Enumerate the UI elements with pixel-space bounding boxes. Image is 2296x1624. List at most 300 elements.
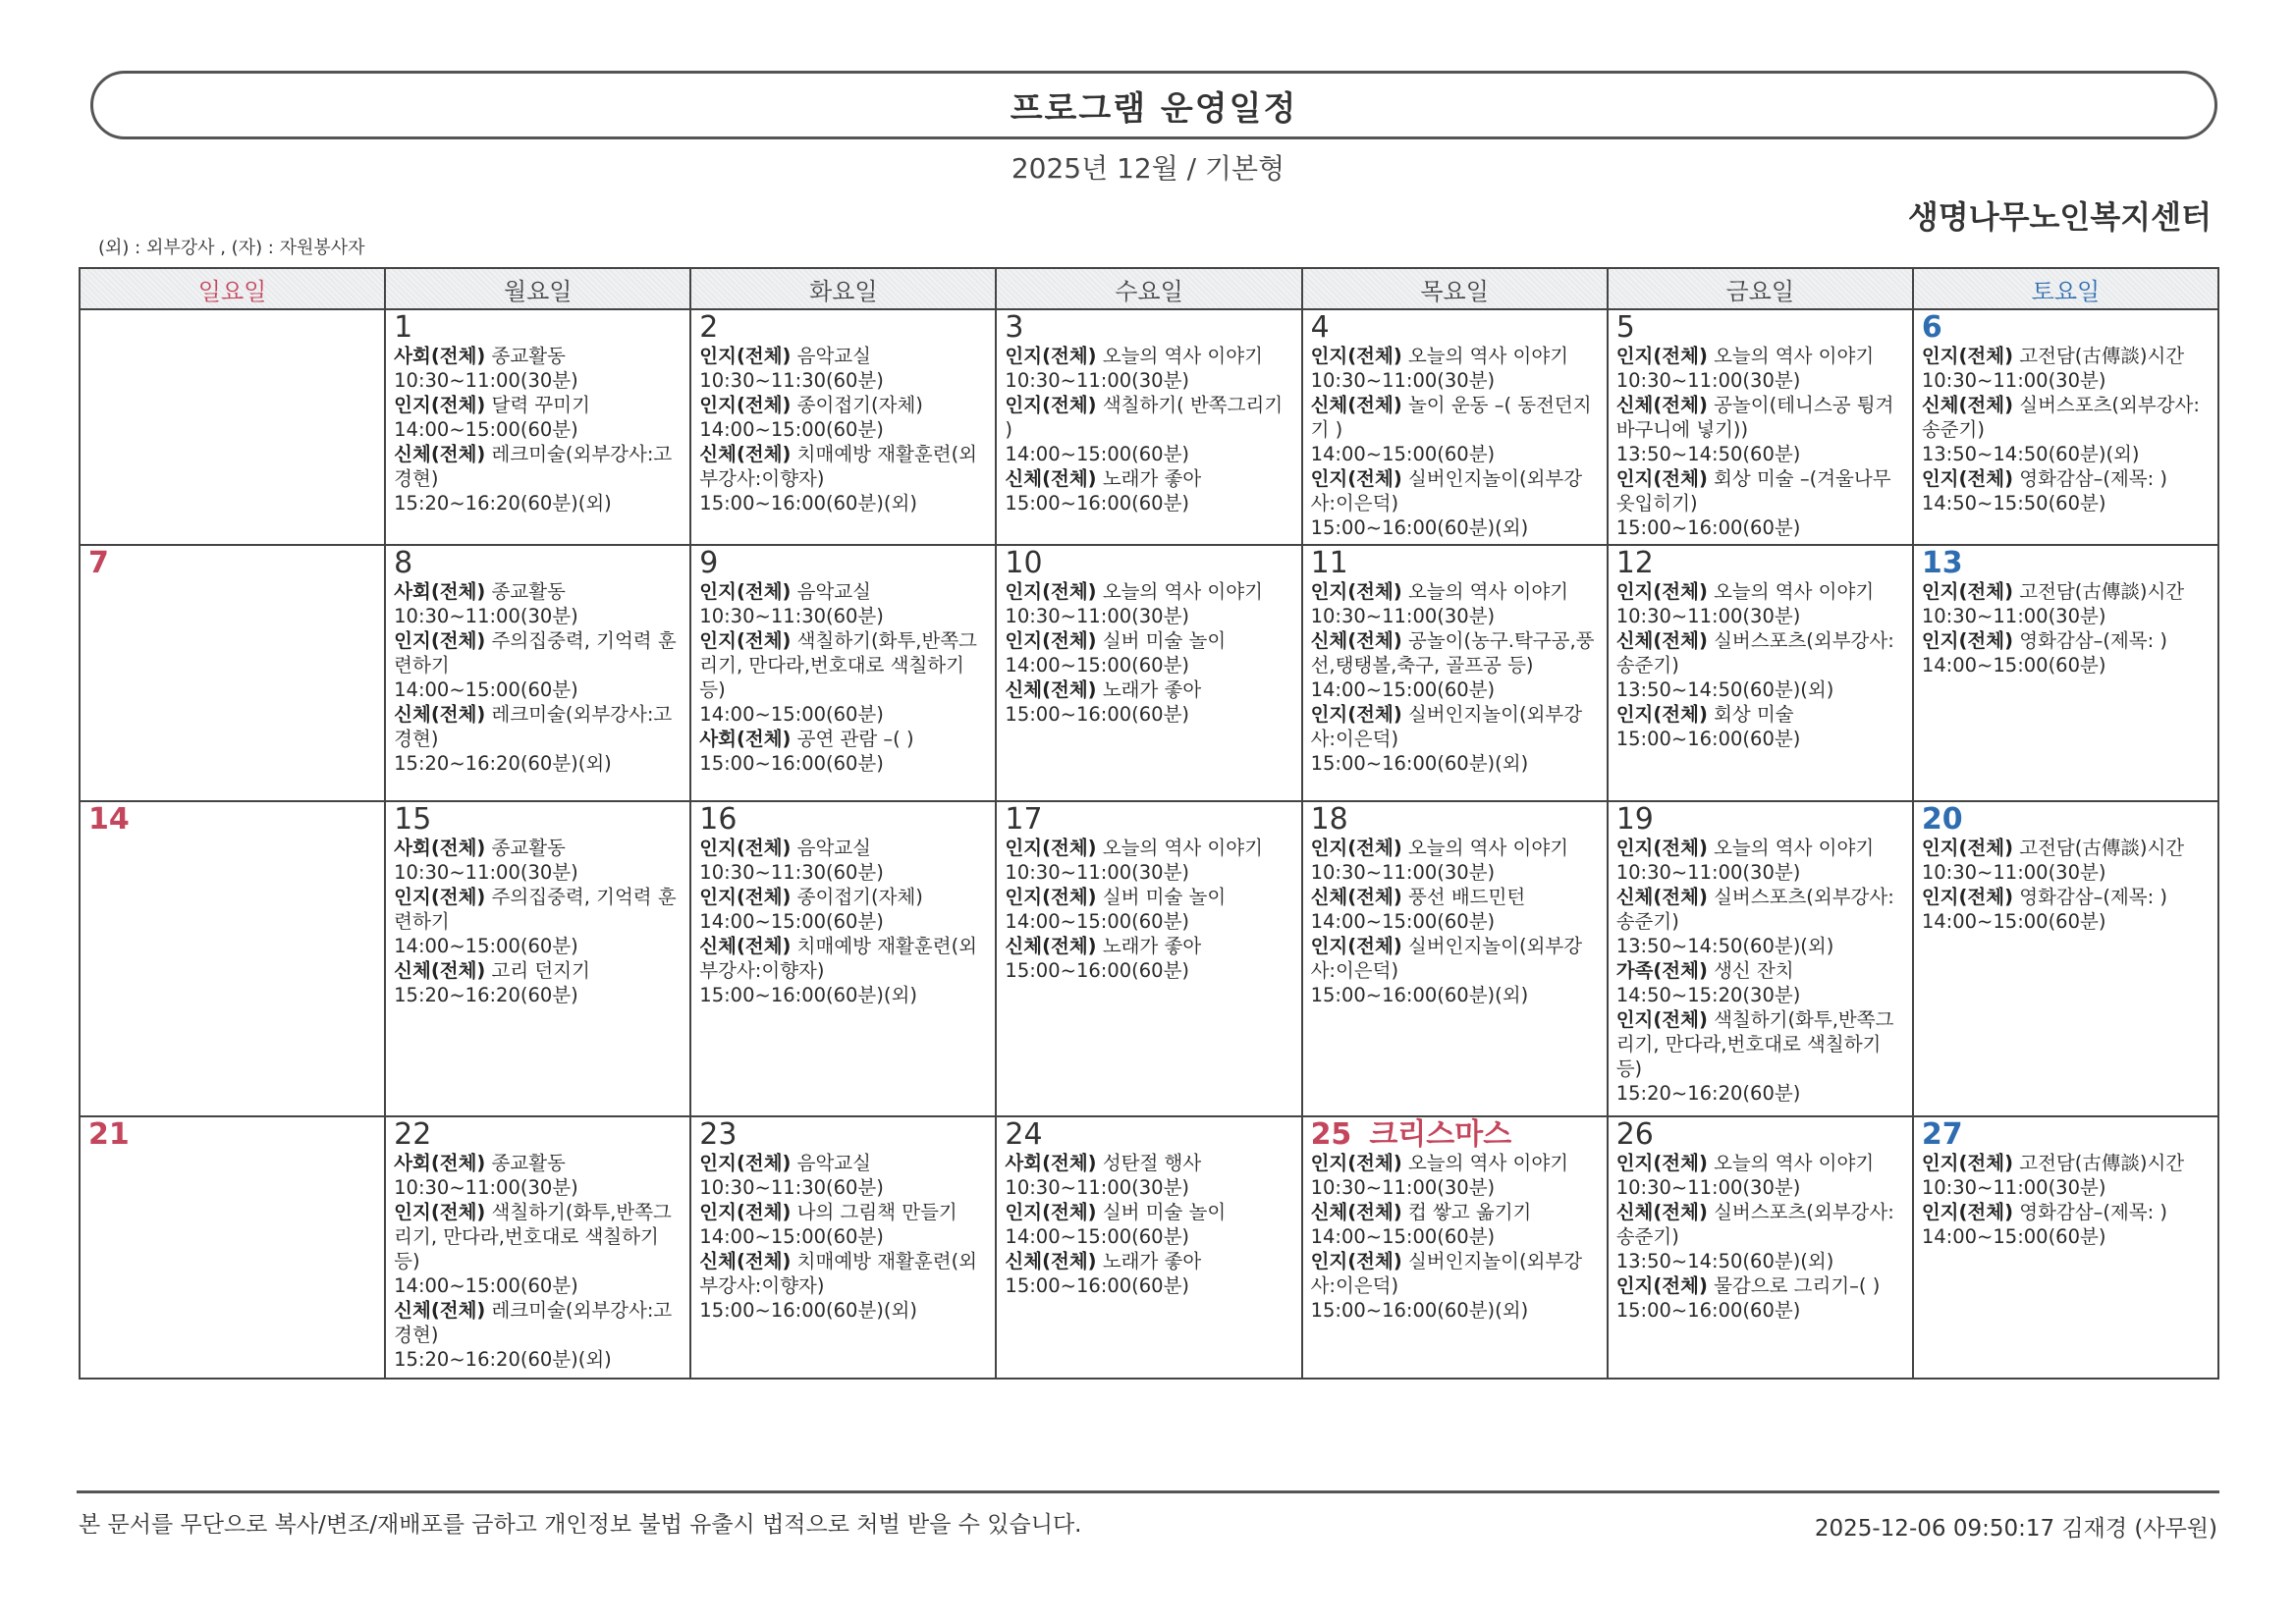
program-name: 고전담(古傳談)시간 — [2019, 1152, 2185, 1174]
program-name: 공연 관람 –( ) — [796, 728, 914, 750]
program-name: 종이접기(자체) — [796, 394, 923, 416]
program-category: 인지(전체) — [1615, 1008, 1708, 1031]
program-item — [1005, 1151, 1294, 1175]
program-time: 15:00~16:00(60분) — [1005, 703, 1190, 726]
day-number — [1311, 548, 1601, 579]
program-time: 10:30~11:00(30분) — [1615, 605, 1801, 627]
day-cell — [690, 309, 996, 545]
day-number-text: 23 — [699, 1117, 738, 1152]
day-number — [1311, 1119, 1601, 1151]
program-time: 10:30~11:00(30분) — [1921, 861, 2106, 884]
program-item — [1616, 1200, 1906, 1249]
program-category: 인지(전체) — [1005, 1201, 1097, 1223]
program-name: 실버스포츠(외부강사:송준기) — [1615, 886, 1894, 933]
program-category: 인지(전체) — [1615, 345, 1708, 367]
weekday-header-row — [80, 268, 2218, 309]
program-name: 치매예방 재활훈련(외부강사:이향자) — [699, 935, 978, 982]
program-name: 영화감삼–(제목: ) — [2019, 1201, 2167, 1223]
footer-notice: 본 문서를 무단으로 복사/변조/재배포를 금하고 개인정보 불법 유출시 법적으로 처벌 받을 수 있습니다. — [79, 1512, 1082, 1538]
program-item — [1005, 344, 1294, 368]
program-category: 신체(전체) — [394, 443, 486, 465]
program-category: 사회(전체) — [394, 837, 486, 859]
program-item — [394, 628, 683, 677]
program-category: 가족(전체) — [1615, 959, 1708, 982]
program-name: 물감으로 그리기–( ) — [1714, 1274, 1881, 1297]
week-row — [80, 545, 2218, 801]
day-number — [1616, 312, 1906, 344]
program-time: 14:00~15:00(60분) — [699, 910, 884, 933]
program-category: 인지(전체) — [1921, 837, 2014, 859]
program-category: 인지(전체) — [1615, 837, 1708, 859]
program-category: 신체(전체) — [1310, 1201, 1402, 1223]
program-item — [699, 934, 989, 983]
program-category: 인지(전체) — [1615, 1152, 1708, 1174]
program-category: 인지(전체) — [1921, 345, 2014, 367]
program-category: 인지(전체) — [1615, 703, 1708, 726]
program-name: 회상 미술 –(겨울나무 옷입히기) — [1615, 467, 1891, 514]
program-name: 영화감삼–(제목: ) — [2019, 886, 2167, 908]
program-category: 인지(전체) — [699, 580, 792, 603]
day-number-text: 4 — [1310, 310, 1330, 345]
day-number — [699, 548, 989, 579]
program-item — [1616, 836, 1906, 860]
day-number-text: 24 — [1005, 1117, 1043, 1152]
program-item — [1005, 885, 1294, 909]
day-number-text: 11 — [1310, 546, 1348, 580]
program-category: 인지(전체) — [1310, 935, 1402, 957]
program-name: 노래가 좋아 — [1102, 1250, 1202, 1272]
program-time: 14:00~15:00(60분) — [1921, 910, 2106, 933]
program-item — [1311, 466, 1601, 515]
program-name: 노래가 좋아 — [1102, 678, 1202, 701]
program-name: 놀이 운동 –( 동전던지기 ) — [1310, 394, 1592, 441]
program-time: 14:00~15:00(60분) — [699, 703, 884, 726]
program-category: 신체(전체) — [1005, 1250, 1097, 1272]
program-item — [1922, 579, 2212, 604]
program-item — [1922, 836, 2212, 860]
day-cell — [80, 545, 385, 801]
program-name: 실버 미술 놀이 — [1102, 629, 1227, 652]
program-category: 인지(전체) — [699, 394, 792, 416]
program-item — [1616, 958, 1906, 983]
program-name: 색칠하기(화투,반쪽그리기, 만다라,번호대로 색칠하기 등) — [394, 1201, 672, 1272]
day-cell — [80, 309, 385, 545]
program-name: 종교활동 — [491, 837, 566, 859]
program-item — [1311, 628, 1601, 677]
program-time: 10:30~11:00(30분) — [1615, 1176, 1801, 1199]
program-category: 신체(전체) — [394, 1299, 486, 1322]
program-category: 인지(전체) — [699, 629, 792, 652]
day-cell — [690, 801, 996, 1116]
program-time: 15:00~16:00(60분) — [1615, 516, 1801, 539]
program-category: 인지(전체) — [1615, 580, 1708, 603]
program-time: 15:00~16:00(60분)(외) — [1310, 1299, 1529, 1322]
program-item — [1005, 1249, 1294, 1273]
program-name: 색칠하기( 반쪽그리기 ) — [1005, 394, 1284, 441]
program-category: 사회(전체) — [394, 1152, 486, 1174]
calendar-table — [79, 267, 2219, 1380]
day-cell — [80, 801, 385, 1116]
program-name: 실버인지놀이(외부강사:이은덕) — [1310, 1250, 1583, 1297]
program-name: 오늘의 역사 이야기 — [1102, 345, 1263, 367]
day-number-text: 3 — [1005, 310, 1024, 345]
program-item — [1311, 836, 1601, 860]
program-time: 13:50~14:50(60분)(외) — [1615, 678, 1834, 701]
program-time: 10:30~11:00(30분) — [394, 369, 578, 392]
program-item — [1616, 1273, 1906, 1298]
program-time: 14:00~15:00(60분) — [699, 1225, 884, 1248]
program-name: 공놀이(농구.탁구공,풍선,탱탱볼,축구, 골프공 등) — [1310, 629, 1595, 677]
day-cell — [690, 545, 996, 801]
program-item — [1311, 885, 1601, 909]
weekday-header-thu: 목요일 — [1302, 268, 1608, 309]
day-number-text: 13 — [1921, 546, 1963, 580]
program-time: 10:30~11:00(30분) — [1615, 861, 1801, 884]
program-item — [1922, 1200, 2212, 1224]
program-time: 10:30~11:00(30분) — [1921, 1176, 2106, 1199]
day-number-text: 12 — [1615, 546, 1654, 580]
program-name: 레크미술(외부강사:고경현) — [394, 443, 673, 490]
program-name: 고전담(古傳談)시간 — [2019, 580, 2185, 603]
program-name: 종교활동 — [491, 580, 566, 603]
program-time: 15:00~16:00(60분)(외) — [699, 1299, 917, 1322]
program-name: 음악교실 — [796, 345, 872, 367]
program-time: 15:00~16:00(60분) — [1005, 492, 1190, 514]
program-name: 달력 꾸미기 — [491, 394, 590, 416]
program-name: 실버 미술 놀이 — [1102, 1201, 1227, 1223]
program-time: 15:20~16:20(60분) — [394, 984, 578, 1006]
program-time: 10:30~11:00(30분) — [1921, 605, 2106, 627]
program-item — [1922, 393, 2212, 442]
program-category: 신체(전체) — [1005, 467, 1097, 490]
day-cell — [385, 545, 690, 801]
program-item — [1616, 702, 1906, 727]
program-item — [1005, 1200, 1294, 1224]
program-name: 레크미술(외부강사:고경현) — [394, 703, 673, 750]
program-name: 실버인지놀이(외부강사:이은덕) — [1310, 467, 1583, 514]
day-number-text: 21 — [88, 1117, 130, 1152]
program-time: 10:30~11:00(30분) — [1310, 861, 1496, 884]
program-category: 신체(전체) — [1921, 394, 2014, 416]
day-cell — [1302, 545, 1608, 801]
program-time: 15:20~16:20(60분)(외) — [394, 752, 612, 775]
program-item — [394, 442, 683, 491]
program-name: 영화감삼–(제목: ) — [2019, 467, 2167, 490]
program-category: 신체(전체) — [1615, 394, 1708, 416]
program-category: 인지(전체) — [1921, 886, 2014, 908]
day-cell — [996, 801, 1301, 1116]
program-item — [699, 1151, 989, 1175]
day-cell — [385, 801, 690, 1116]
program-name: 오늘의 역사 이야기 — [1714, 345, 1875, 367]
program-name: 종교활동 — [491, 1152, 566, 1174]
program-item — [1616, 885, 1906, 934]
program-category: 인지(전체) — [699, 345, 792, 367]
program-name: 회상 미술 — [1714, 703, 1794, 726]
day-cell — [1302, 801, 1608, 1116]
day-cell — [385, 309, 690, 545]
program-category: 인지(전체) — [1005, 629, 1097, 652]
weekday-header-fri: 금요일 — [1608, 268, 1913, 309]
program-category: 신체(전체) — [1310, 886, 1402, 908]
day-number — [699, 312, 989, 344]
program-name: 오늘의 역사 이야기 — [1407, 1152, 1569, 1174]
program-name: 치매예방 재활훈련(외부강사:이향자) — [699, 443, 978, 490]
program-category: 인지(전체) — [394, 1201, 486, 1223]
program-item — [699, 885, 989, 909]
program-name: 오늘의 역사 이야기 — [1407, 345, 1569, 367]
day-number — [394, 1119, 683, 1151]
weekday-header-tue: 화요일 — [690, 268, 996, 309]
program-name: 주의집중력, 기억력 훈련하기 — [394, 886, 677, 933]
program-name: 레크미술(외부강사:고경현) — [394, 1299, 673, 1346]
program-category: 인지(전체) — [1310, 580, 1402, 603]
program-time: 10:30~11:30(60분) — [699, 605, 884, 627]
program-name: 공놀이(테니스공 튕겨 바구니에 넣기)) — [1615, 394, 1894, 441]
program-item — [699, 836, 989, 860]
program-category: 인지(전체) — [1310, 467, 1402, 490]
program-category: 인지(전체) — [1615, 1274, 1708, 1297]
weekday-header-mon: 월요일 — [385, 268, 690, 309]
program-name: 생신 잔치 — [1714, 959, 1794, 982]
legend-note: (외) : 외부강사 , (자) : 자원봉사자 — [98, 238, 365, 258]
day-number — [1922, 548, 2212, 579]
program-time: 10:30~11:00(30분) — [1005, 1176, 1190, 1199]
day-number — [1311, 804, 1601, 836]
program-category: 인지(전체) — [699, 1201, 792, 1223]
program-category: 인지(전체) — [1921, 1201, 2014, 1223]
program-item — [1616, 628, 1906, 677]
program-time: 10:30~11:00(30분) — [394, 605, 578, 627]
program-time: 15:00~16:00(60분)(외) — [699, 492, 917, 514]
day-number — [394, 548, 683, 579]
program-time: 15:00~16:00(60분) — [1615, 728, 1801, 750]
program-time: 14:00~15:00(60분) — [1005, 1225, 1190, 1248]
program-name: 주의집중력, 기억력 훈련하기 — [394, 629, 677, 677]
week-row — [80, 801, 2218, 1116]
title-box — [90, 71, 2217, 139]
program-category: 인지(전체) — [1005, 394, 1097, 416]
program-time: 15:20~16:20(60분) — [1615, 1082, 1801, 1105]
program-time: 14:00~15:00(60분) — [394, 935, 578, 957]
program-name: 오늘의 역사 이야기 — [1714, 580, 1875, 603]
day-number-text: 2 — [699, 310, 719, 345]
program-item — [1311, 393, 1601, 442]
program-name: 노래가 좋아 — [1102, 467, 1202, 490]
program-name: 색칠하기(화투,반쪽그리기, 만다라,번호대로 색칠하기 등) — [1615, 1008, 1894, 1080]
program-item — [699, 1200, 989, 1224]
program-name: 고전담(古傳談)시간 — [2019, 345, 2185, 367]
month-subtitle: 2025년 12월 / 기본형 — [1011, 152, 1285, 185]
program-category: 신체(전체) — [1615, 886, 1708, 908]
program-item — [394, 1298, 683, 1347]
day-number-text: 27 — [1921, 1117, 1963, 1152]
program-name: 오늘의 역사 이야기 — [1714, 837, 1875, 859]
program-item — [1005, 836, 1294, 860]
footer-divider — [77, 1490, 2219, 1493]
program-category: 인지(전체) — [1310, 1250, 1402, 1272]
day-number-text: 5 — [1615, 310, 1635, 345]
program-name: 치매예방 재활훈련(외부강사:이향자) — [699, 1250, 978, 1297]
day-number-text: 16 — [699, 802, 738, 837]
program-item — [394, 958, 683, 983]
program-item — [394, 1151, 683, 1175]
day-cell — [385, 1116, 690, 1379]
day-number — [1922, 1119, 2212, 1151]
program-time: 15:20~16:20(60분)(외) — [394, 492, 612, 514]
program-item — [699, 344, 989, 368]
program-item — [1005, 393, 1294, 442]
program-time: 15:00~16:00(60분)(외) — [1310, 984, 1529, 1006]
program-item — [1005, 466, 1294, 491]
day-number — [1616, 804, 1906, 836]
day-cell — [1608, 545, 1913, 801]
program-item — [394, 836, 683, 860]
day-cell — [1913, 801, 2218, 1116]
program-item — [1616, 466, 1906, 515]
program-item — [394, 885, 683, 934]
program-item — [699, 628, 989, 702]
program-time: 14:50~15:50(60분) — [1921, 492, 2106, 514]
program-name: 풍선 배드민턴 — [1407, 886, 1526, 908]
day-number — [1616, 1119, 1906, 1151]
program-name: 오늘의 역사 이야기 — [1102, 837, 1263, 859]
program-item — [1005, 579, 1294, 604]
weekday-header-sat: 토요일 — [1913, 268, 2218, 309]
day-number — [699, 1119, 989, 1151]
program-time: 14:00~15:00(60분) — [1921, 654, 2106, 677]
day-cell — [1913, 1116, 2218, 1379]
program-item — [699, 442, 989, 491]
program-name: 종이접기(자체) — [796, 886, 923, 908]
program-category: 사회(전체) — [394, 345, 486, 367]
program-item — [1616, 393, 1906, 442]
program-time: 13:50~14:50(60분)(외) — [1615, 935, 1834, 957]
day-number-text: 1 — [394, 310, 413, 345]
program-name: 오늘의 역사 이야기 — [1407, 580, 1569, 603]
day-number-text: 19 — [1615, 802, 1654, 837]
program-name: 영화감삼–(제목: ) — [2019, 629, 2167, 652]
program-category: 신체(전체) — [1310, 394, 1402, 416]
program-time: 14:00~15:00(60분) — [1310, 443, 1496, 465]
program-time: 10:30~11:00(30분) — [1310, 1176, 1496, 1199]
program-name: 오늘의 역사 이야기 — [1407, 837, 1569, 859]
program-category: 인지(전체) — [1005, 837, 1097, 859]
program-category: 신체(전체) — [699, 935, 792, 957]
program-category: 인지(전체) — [1921, 580, 2014, 603]
day-cell — [996, 1116, 1301, 1379]
program-name: 종교활동 — [491, 345, 566, 367]
day-cell — [1913, 545, 2218, 801]
program-category: 신체(전체) — [394, 703, 486, 726]
program-name: 컵 쌓고 옮기기 — [1407, 1201, 1532, 1223]
program-item — [1311, 1151, 1601, 1175]
program-time: 13:50~14:50(60분)(외) — [1615, 1250, 1834, 1272]
program-name: 실버인지놀이(외부강사:이은덕) — [1310, 935, 1583, 982]
day-cell — [1608, 309, 1913, 545]
program-name: 성탄절 행사 — [1102, 1152, 1202, 1174]
program-category: 신체(전체) — [1005, 935, 1097, 957]
program-category: 인지(전체) — [699, 1152, 792, 1174]
program-category: 인지(전체) — [1921, 1152, 2014, 1174]
program-time: 14:00~15:00(60분) — [1310, 910, 1496, 933]
program-category: 신체(전체) — [1005, 678, 1097, 701]
day-number — [394, 312, 683, 344]
program-time: 10:30~11:00(30분) — [394, 1176, 578, 1199]
program-name: 실버스포츠(외부강사:송준기) — [1615, 629, 1894, 677]
program-item — [394, 393, 683, 417]
day-number — [394, 804, 683, 836]
program-category: 사회(전체) — [394, 580, 486, 603]
program-item — [699, 1249, 989, 1298]
program-item — [1311, 934, 1601, 983]
calendar-body — [80, 309, 2218, 1379]
day-number — [88, 804, 378, 836]
program-item — [1922, 344, 2212, 368]
day-cell — [1302, 1116, 1608, 1379]
program-item — [1311, 1200, 1601, 1224]
program-time: 15:00~16:00(60분) — [1005, 1274, 1190, 1297]
program-item — [1922, 628, 2212, 653]
day-number — [1311, 312, 1601, 344]
program-category: 신체(전체) — [1615, 629, 1708, 652]
program-time: 10:30~11:00(30분) — [1310, 605, 1496, 627]
program-item — [1922, 1151, 2212, 1175]
program-category: 인지(전체) — [1310, 1152, 1402, 1174]
day-number — [1005, 548, 1294, 579]
program-time: 15:00~16:00(60분) — [1615, 1299, 1801, 1322]
program-name: 음악교실 — [796, 580, 872, 603]
program-name: 오늘의 역사 이야기 — [1102, 580, 1263, 603]
day-number-text: 8 — [394, 546, 413, 580]
program-time: 13:50~14:50(60분) — [1615, 443, 1801, 465]
program-category: 인지(전체) — [1005, 886, 1097, 908]
day-number-text: 26 — [1615, 1117, 1654, 1152]
program-category: 인지(전체) — [1615, 467, 1708, 490]
day-number — [699, 804, 989, 836]
program-category: 인지(전체) — [1921, 467, 2014, 490]
day-number — [88, 548, 378, 579]
program-category: 인지(전체) — [1310, 703, 1402, 726]
week-row — [80, 309, 2218, 545]
program-time: 10:30~11:00(30분) — [1005, 861, 1190, 884]
program-category: 인지(전체) — [699, 837, 792, 859]
day-number — [1616, 548, 1906, 579]
program-item — [1616, 579, 1906, 604]
program-time: 10:30~11:00(30분) — [1310, 369, 1496, 392]
program-name: 실버 미술 놀이 — [1102, 886, 1227, 908]
day-number — [88, 1119, 378, 1151]
organization-name: 생명나무노인복지센터 — [1907, 198, 2212, 236]
program-time: 15:00~16:00(60분)(외) — [699, 984, 917, 1006]
program-time: 10:30~11:00(30분) — [394, 861, 578, 884]
program-time: 10:30~11:00(30분) — [1005, 605, 1190, 627]
program-item — [1616, 1151, 1906, 1175]
program-name: 나의 그림책 만들기 — [796, 1201, 957, 1223]
day-number-text: 10 — [1005, 546, 1043, 580]
program-time: 15:00~16:00(60분)(외) — [1310, 752, 1529, 775]
program-item — [394, 1200, 683, 1273]
program-item — [1005, 934, 1294, 958]
program-item — [699, 579, 989, 604]
program-category: 사회(전체) — [699, 728, 792, 750]
program-category: 인지(전체) — [394, 629, 486, 652]
program-time: 14:00~15:00(60분) — [394, 678, 578, 701]
program-name: 고리 던지기 — [491, 959, 590, 982]
program-item — [1616, 344, 1906, 368]
program-time: 10:30~11:00(30분) — [1615, 369, 1801, 392]
program-time: 15:00~16:00(60분)(외) — [1310, 516, 1529, 539]
